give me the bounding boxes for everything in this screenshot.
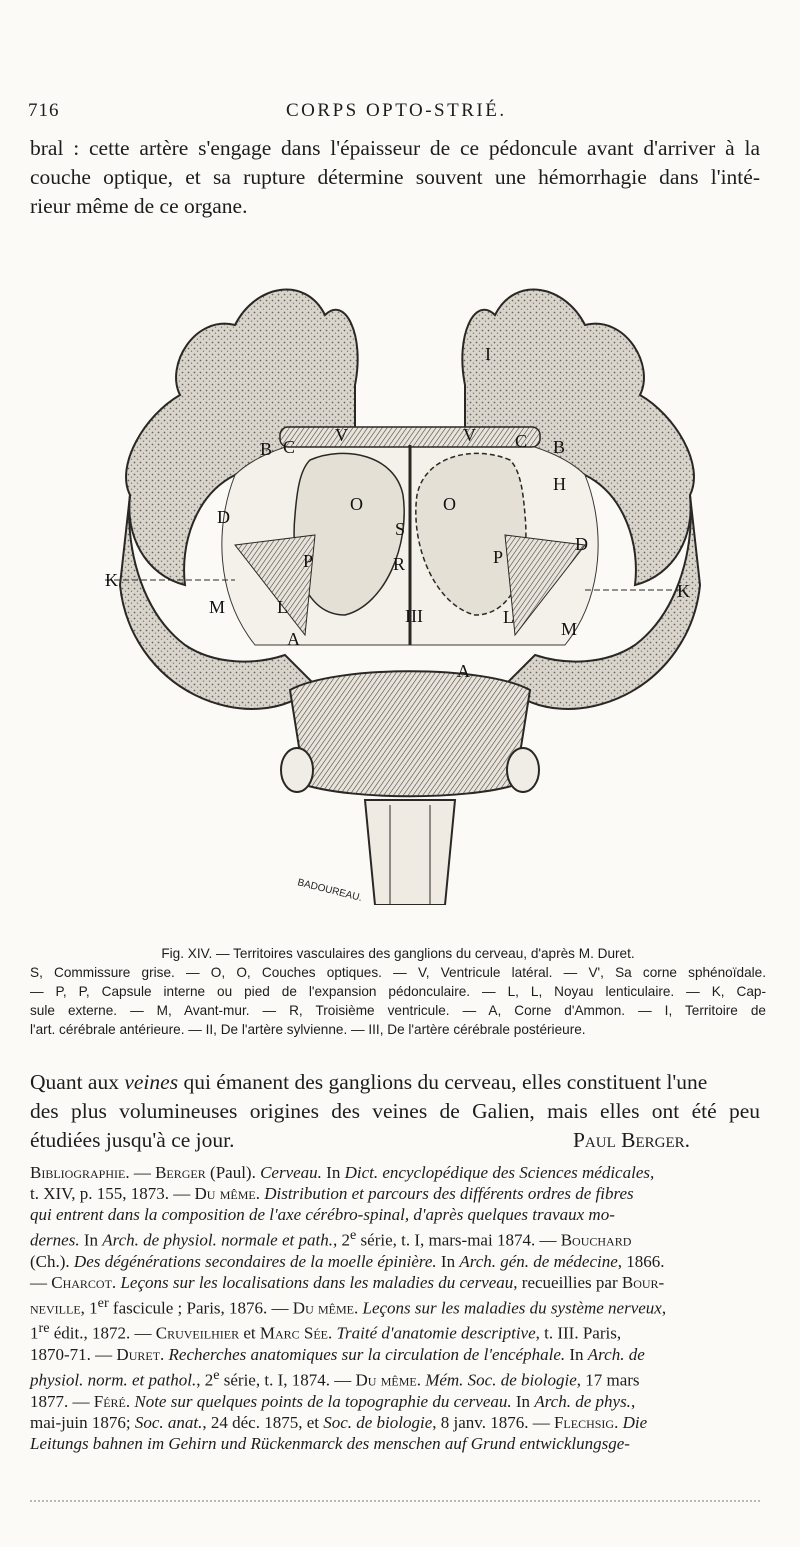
label-h: H xyxy=(553,474,566,494)
label-i: I xyxy=(485,344,491,364)
intro-line-2: couche optique, et sa rupture détermine souvent une hémorrhagie dans l'inté- xyxy=(30,165,760,189)
bottom-rule xyxy=(30,1500,760,1502)
label-d-left: D xyxy=(217,507,230,527)
author-signature: Paul Berger. xyxy=(572,1128,690,1152)
label-a-left: A xyxy=(287,629,300,649)
biblio-line-3: qui entrent dans la composition de l'axe cérébro-spinal, d'après quelques travaux mo- xyxy=(30,1205,615,1224)
biblio-line-13: Leitungs bahnen im Gehirn und Rückenmarck des menschen auf Grund entwicklungsge- xyxy=(30,1433,630,1453)
label-o-left: O xyxy=(350,494,363,514)
intro-line-1: bral : cette artère s'engage dans l'épaisseur de ce pédoncule avant d'arriver à la xyxy=(30,136,760,160)
label-k-right: K xyxy=(677,581,690,601)
left-peduncle-cut xyxy=(281,748,313,792)
biblio-line-11: 1877. — Féré. Note sur quelques points de la topographie du cerveau. In Arch. de phys., xyxy=(30,1391,636,1411)
label-m-right: M xyxy=(561,619,578,639)
label-v-left: V xyxy=(335,425,348,445)
closing-line-3: étudiées jusqu'à ce jour. xyxy=(30,1128,235,1152)
biblio-line-12: mai-juin 1876; Soc. anat., 24 déc. 1875, et Soc. de biologie, 8 janv. 1876. — Flechsig. Die xyxy=(30,1412,648,1432)
label-o-right: O xyxy=(443,494,456,514)
running-head: CORPS OPTO-STRIÉ. xyxy=(286,100,507,121)
caption-line-4: l'art. cérébrale antérieure. — II, De l'artère sylvienne. — III, De l'artère cérébrale postérieure. xyxy=(30,1022,586,1037)
pons xyxy=(290,671,530,796)
label-l-left: L xyxy=(277,597,288,617)
intro-line-3: rieur même de ce organe. xyxy=(30,194,248,218)
bibliography xyxy=(30,1162,766,1454)
label-m-left: M xyxy=(209,597,226,617)
page-number: 716 xyxy=(28,100,60,121)
biblio-line-1: Bibliographie. — Berger (Paul). Cerveau. In Dict. encyclopédique des Sciences médicales, xyxy=(30,1163,655,1182)
biblio-line-2: t. XIV, p. 155, 1873. — Du même. Distribution et parcours des différents ordres de fibres xyxy=(30,1184,634,1203)
figure-caption xyxy=(30,944,766,1039)
caption-title: Fig. XIV. — Territoires vasculaires des ganglions du cerveau, d'après M. Duret. xyxy=(161,946,635,961)
biblio-line-10: physiol. norm. et pathol., 2e série, t. I, 1874. — Du même. Mém. Soc. de biologie, 17 mars xyxy=(30,1366,640,1390)
intro-paragraph xyxy=(30,134,760,221)
label-s: S xyxy=(395,519,406,539)
biblio-line-9: 1870-71. — Duret. Recherches anatomiques sur la circulation de l'encéphale. In Arch. de xyxy=(30,1344,645,1364)
brain-illustration xyxy=(85,245,735,905)
biblio-line-4: dernes. In Arch. de physiol. normale et path., 2e série, t. I, mars-mai 1874. — Bouchard xyxy=(30,1227,632,1250)
biblio-line-6: — Charcot. Leçons sur les localisations dans les maladies du cerveau, recueillies par Bour- xyxy=(30,1272,665,1292)
caption-line-1: S, Commissure grise. — O, O, Couches optiques. — V, Ventricule latéral. — V', Sa corne sphénoïdale. xyxy=(30,965,766,980)
corpus-callosum xyxy=(280,427,540,447)
engraver-signature: BADOUREAU. xyxy=(296,877,364,904)
label-r: R xyxy=(393,554,406,574)
label-k-left: K xyxy=(105,570,118,590)
closing-line-1: Quant aux veines qui émanent des ganglions du cerveau, elles constituent l'une xyxy=(30,1070,708,1094)
closing-paragraph xyxy=(30,1068,760,1155)
label-c-left: C xyxy=(283,437,296,457)
label-d-right: D xyxy=(575,534,588,554)
biblio-line-8: 1re édit., 1872. — Cruveilhier et Marc Sée. Traité d'anatomie descriptive, t. III. Paris, xyxy=(30,1320,622,1343)
brain-section-figure xyxy=(85,245,735,905)
label-l-right: L xyxy=(503,607,514,627)
label-b-right: B xyxy=(553,437,566,457)
medulla xyxy=(365,800,455,905)
biblio-line-5: (Ch.). Des dégénérations secondaires de la moelle épinière. In Arch. gén. de médecine, 1866. xyxy=(30,1251,665,1271)
label-a-right: A xyxy=(457,661,470,681)
closing-line-2: des plus volumineuses origines des veines de Galien, mais elles ont été peu xyxy=(30,1099,760,1123)
label-b-left: B xyxy=(260,439,273,459)
right-peduncle-cut xyxy=(507,748,539,792)
label-v-right: V xyxy=(463,425,476,445)
label-p-right: P xyxy=(493,547,504,567)
caption-line-2: — P, P, Capsule interne ou pied de l'expansion pédonculaire. — L, L, Noyau lenticulaire. — K, Cap- xyxy=(30,984,766,999)
label-p-left: P xyxy=(303,551,314,571)
biblio-line-7: neville, 1er fascicule ; Paris, 1876. — Du même. Leçons sur les maladies du système nerveux, xyxy=(30,1294,667,1318)
label-c-right: C xyxy=(515,431,528,451)
caption-line-3: sule externe. — M, Avant-mur. — R, Troisième ventricule. — A, Corne d'Ammon. — I, Territoire de xyxy=(30,1003,766,1018)
page-header xyxy=(28,96,768,126)
label-iii: III xyxy=(405,606,423,626)
